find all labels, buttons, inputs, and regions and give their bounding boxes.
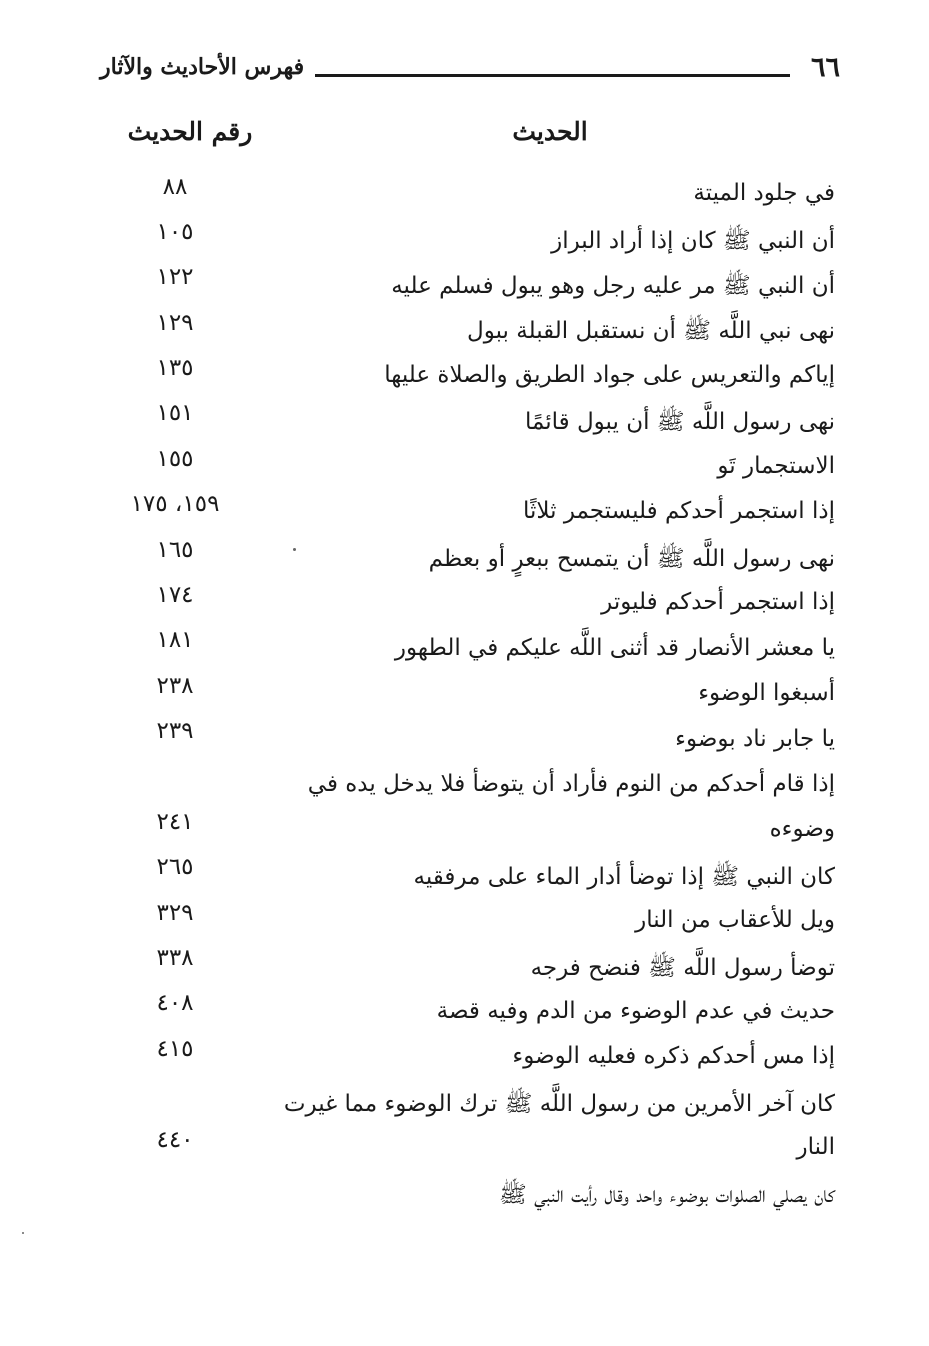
entry-text: إذا قام أحدكم من النوم فأراد أن يتوضأ فلا يدخل يده في bbox=[307, 771, 835, 797]
entry-number: ١٧٤ bbox=[156, 582, 194, 608]
entry-number: ١٥٩، ١٧٥ bbox=[130, 491, 220, 517]
page-number: ٦٦ bbox=[810, 52, 840, 83]
entry-number: ٣٢٩ bbox=[156, 900, 194, 926]
entry-number: ١٢٢ bbox=[156, 264, 194, 290]
entry-text: كان آخر الأمرين من رسول اللَّه ﷺ ترك الوضوء مما غيرت bbox=[283, 1091, 835, 1117]
entry-number: ٣٣٨ bbox=[156, 945, 194, 971]
entry-text-continuation: وضوءه bbox=[769, 816, 835, 842]
entry-text: حديث في عدم الوضوء من الدم وفيه قصة bbox=[436, 998, 835, 1024]
column-heading-hadith: الحديث bbox=[512, 117, 588, 146]
entry-text: إياكم والتعريس على جواد الطريق والصلاة عليها bbox=[384, 362, 835, 388]
entry-number: ١٦٥ bbox=[156, 537, 194, 563]
entry-number: ٢٦٥ bbox=[156, 854, 194, 880]
entry-text: كان يصلي الصلوات بوضوء واحد وقال رأيت النبي ﷺ bbox=[499, 1182, 835, 1208]
entry-text: أن النبي ﷺ مر عليه رجل وهو يبول فسلم عليه bbox=[391, 273, 835, 299]
entry-text: يا معشر الأنصار قد أثنى اللَّه عليكم في الطهور bbox=[394, 635, 835, 661]
entry-text: نهى نبي اللَّه ﷺ أن نستقبل القبلة ببول bbox=[467, 318, 835, 344]
entry-text: نهى رسول اللَّه ﷺ أن يتمسح ببعرٍ أو بعظم bbox=[428, 546, 835, 572]
entry-text: توضأ رسول اللَّه ﷺ فنضح فرجه bbox=[530, 955, 835, 981]
header-title: فهرس الأحاديث والآثار bbox=[100, 54, 305, 80]
column-heading-number: رقم الحديث bbox=[127, 117, 253, 146]
entry-number: ٤٤٠ bbox=[156, 1127, 194, 1153]
entry-number: ١٣٥ bbox=[156, 355, 194, 381]
running-header bbox=[100, 52, 840, 92]
entry-text: إذا استجمر أحدكم فليوتر bbox=[601, 589, 835, 615]
entry-text: في جلود الميتة bbox=[693, 180, 835, 206]
entry-number: ١٢٩ bbox=[156, 310, 194, 336]
entry-number: ١٥٥ bbox=[156, 446, 194, 472]
entry-number: ٤١٥ bbox=[156, 1036, 194, 1062]
entry-text: إذا استجمر أحدكم فليستجمر ثلاثًا bbox=[522, 498, 835, 524]
entry-number: ١٨١ bbox=[156, 627, 194, 653]
entry-number: ٢٤١ bbox=[156, 809, 194, 835]
entry-text: ويل للأعقاب من النار bbox=[635, 907, 835, 933]
scan-speck bbox=[22, 1232, 24, 1234]
entry-number: ٢٣٨ bbox=[156, 673, 194, 699]
entry-number: ٢٣٩ bbox=[156, 718, 194, 744]
entry-text: إذا مس أحدكم ذكره فعليه الوضوء bbox=[512, 1043, 835, 1069]
entry-text: نهى رسول اللَّه ﷺ أن يبول قائمًا bbox=[524, 409, 835, 435]
entry-text: أن النبي ﷺ كان إذا أراد البراز bbox=[551, 228, 835, 254]
header-rule bbox=[315, 74, 790, 77]
entry-number: ٤٠٨ bbox=[156, 990, 194, 1016]
entry-text: كان النبي ﷺ إذا توضأ أدار الماء على مرفقيه bbox=[413, 864, 835, 890]
entry-number: ١٠٥ bbox=[156, 219, 194, 245]
entry-text: الاستجمار تَو bbox=[717, 453, 835, 479]
entry-text-continuation: النار bbox=[796, 1134, 835, 1160]
scan-speck bbox=[293, 548, 296, 551]
entry-text: أسبغوا الوضوء bbox=[698, 680, 835, 706]
entry-text: يا جابر ناد بوضوء bbox=[675, 726, 835, 752]
entry-number: ٨٨ bbox=[162, 174, 188, 200]
entry-number: ١٥١ bbox=[156, 400, 194, 426]
